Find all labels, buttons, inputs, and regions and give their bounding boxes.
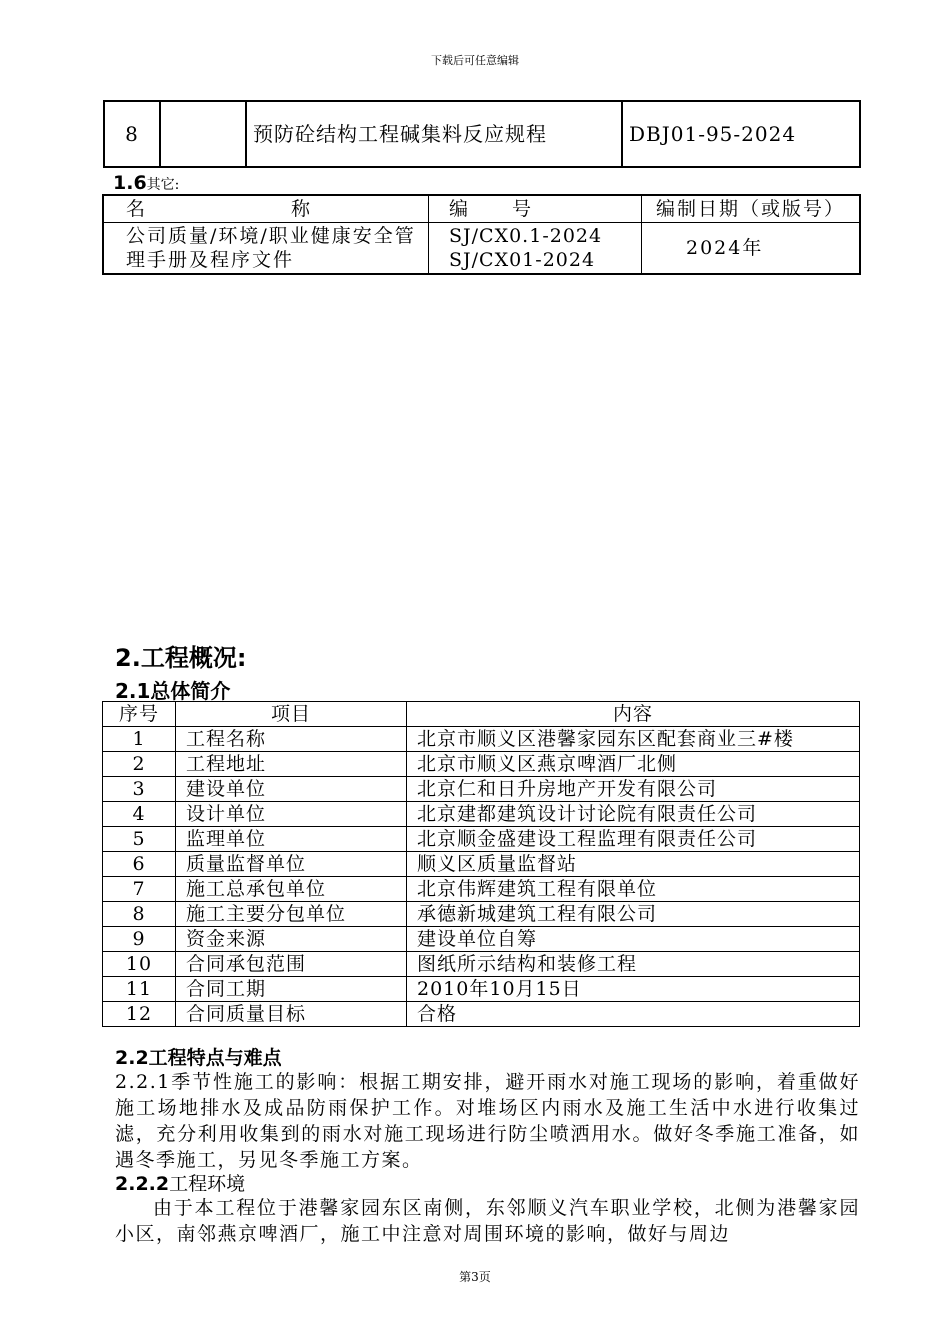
row-item: 资金来源 [176, 927, 407, 952]
col-header-content: 内容 [407, 702, 860, 727]
row-content: 图纸所示结构和装修工程 [407, 952, 860, 977]
table-row [103, 877, 860, 902]
table-row [103, 827, 860, 852]
row-number: 12 [103, 1002, 176, 1027]
table-row [103, 223, 860, 275]
row-number: 9 [103, 927, 176, 952]
row-number: 7 [103, 877, 176, 902]
table-row [104, 101, 860, 167]
row-item: 合同承包范围 [176, 952, 407, 977]
section-2-heading: 2.工程概况: [115, 644, 247, 672]
paragraph-2-2-2: 由于本工程位于港馨家园东区南侧，东邻顺义汽车职业学校，北侧为港馨家园小区，南邻燕京啤酒厂，施工中注意对周围环境的影响，做好与周边 [115, 1197, 860, 1245]
row-number: 11 [103, 977, 176, 1002]
page-footer: 第3页 [459, 1270, 491, 1284]
document-date: 2024年 [642, 223, 861, 275]
row-number: 4 [103, 802, 176, 827]
row-item: 建设单位 [176, 777, 407, 802]
project-overview-table [102, 701, 860, 1027]
standard-code: DBJ01-95-2024 [622, 101, 860, 167]
standards-table [103, 100, 861, 168]
row-number: 8 [104, 101, 160, 167]
table-row [103, 752, 860, 777]
table-row [103, 777, 860, 802]
section-1-6-heading: 1.6其它: [113, 172, 180, 194]
row-item: 质量监督单位 [176, 852, 407, 877]
table-row [103, 977, 860, 1002]
page-header: 下载后可任意编辑 [431, 54, 519, 67]
other-documents-table [102, 194, 861, 275]
row-content: 北京顺金盛建设工程监理有限责任公司 [407, 827, 860, 852]
col-header-code: 编 号 [429, 195, 642, 223]
row-item: 监理单位 [176, 827, 407, 852]
standard-name: 预防砼结构工程碱集料反应规程 [246, 101, 622, 167]
table-row [103, 802, 860, 827]
col-header-no: 序号 [103, 702, 176, 727]
table-row [103, 902, 860, 927]
row-number: 10 [103, 952, 176, 977]
row-number: 2 [103, 752, 176, 777]
row-number: 5 [103, 827, 176, 852]
section-2-1-heading: 2.1总体简介 [115, 679, 231, 703]
row-number: 8 [103, 902, 176, 927]
row-item: 施工总承包单位 [176, 877, 407, 902]
table-row [103, 927, 860, 952]
section-2-2-heading: 2.2工程特点与难点 [115, 1047, 282, 1069]
row-number: 6 [103, 852, 176, 877]
row-content: 合格 [407, 1002, 860, 1027]
row-item: 设计单位 [176, 802, 407, 827]
row-content: 2010年10月15日 [407, 977, 860, 1002]
document-name: 公司质量/环境/职业健康安全管理手册及程序文件 [103, 223, 429, 275]
row-item: 合同工期 [176, 977, 407, 1002]
row-number: 1 [103, 727, 176, 752]
col-header-date: 编制日期（或版号） [642, 195, 861, 223]
row-item: 施工主要分包单位 [176, 902, 407, 927]
table-row [103, 852, 860, 877]
row-content: 北京市顺义区港馨家园东区配套商业三#楼 [407, 727, 860, 752]
row-item: 工程地址 [176, 752, 407, 777]
col-header-item: 项目 [176, 702, 407, 727]
col-header-name: 名 称 [103, 195, 429, 223]
row-content: 承德新城建筑工程有限公司 [407, 902, 860, 927]
row-number: 3 [103, 777, 176, 802]
row-item: 合同质量目标 [176, 1002, 407, 1027]
row-item: 工程名称 [176, 727, 407, 752]
row-content: 建设单位自筹 [407, 927, 860, 952]
table-row [103, 952, 860, 977]
paragraph-2-2-1: 2.2.1季节性施工的影响：根据工期安排，避开雨水对施工现场的影响，着重做好施工场地排水及成品防雨保护工作。对堆场区内雨水及施工生活中水进行收集过滤，充分利用收集到的雨水对施工现场进行防尘喷洒用水。做好冬季施工准备，如遇冬季施工，另见冬季施工方案。 [115, 1071, 860, 1171]
row-content: 北京市顺义区燕京啤酒厂北侧 [407, 752, 860, 777]
row-content: 北京伟辉建筑工程有限单位 [407, 877, 860, 902]
row-content: 北京仁和日升房地产开发有限公司 [407, 777, 860, 802]
table-header-row [103, 702, 860, 727]
table-row [103, 727, 860, 752]
row-blank-cell [160, 101, 246, 167]
table-row [103, 1002, 860, 1027]
table-header-row [103, 195, 860, 223]
document-codes: SJ/CX0.1-2024 SJ/CX01-2024 [429, 223, 642, 275]
section-2-2-2-heading: 2.2.2工程环境 [115, 1173, 246, 1195]
row-content: 顺义区质量监督站 [407, 852, 860, 877]
row-content: 北京建都建筑设计讨论院有限责任公司 [407, 802, 860, 827]
